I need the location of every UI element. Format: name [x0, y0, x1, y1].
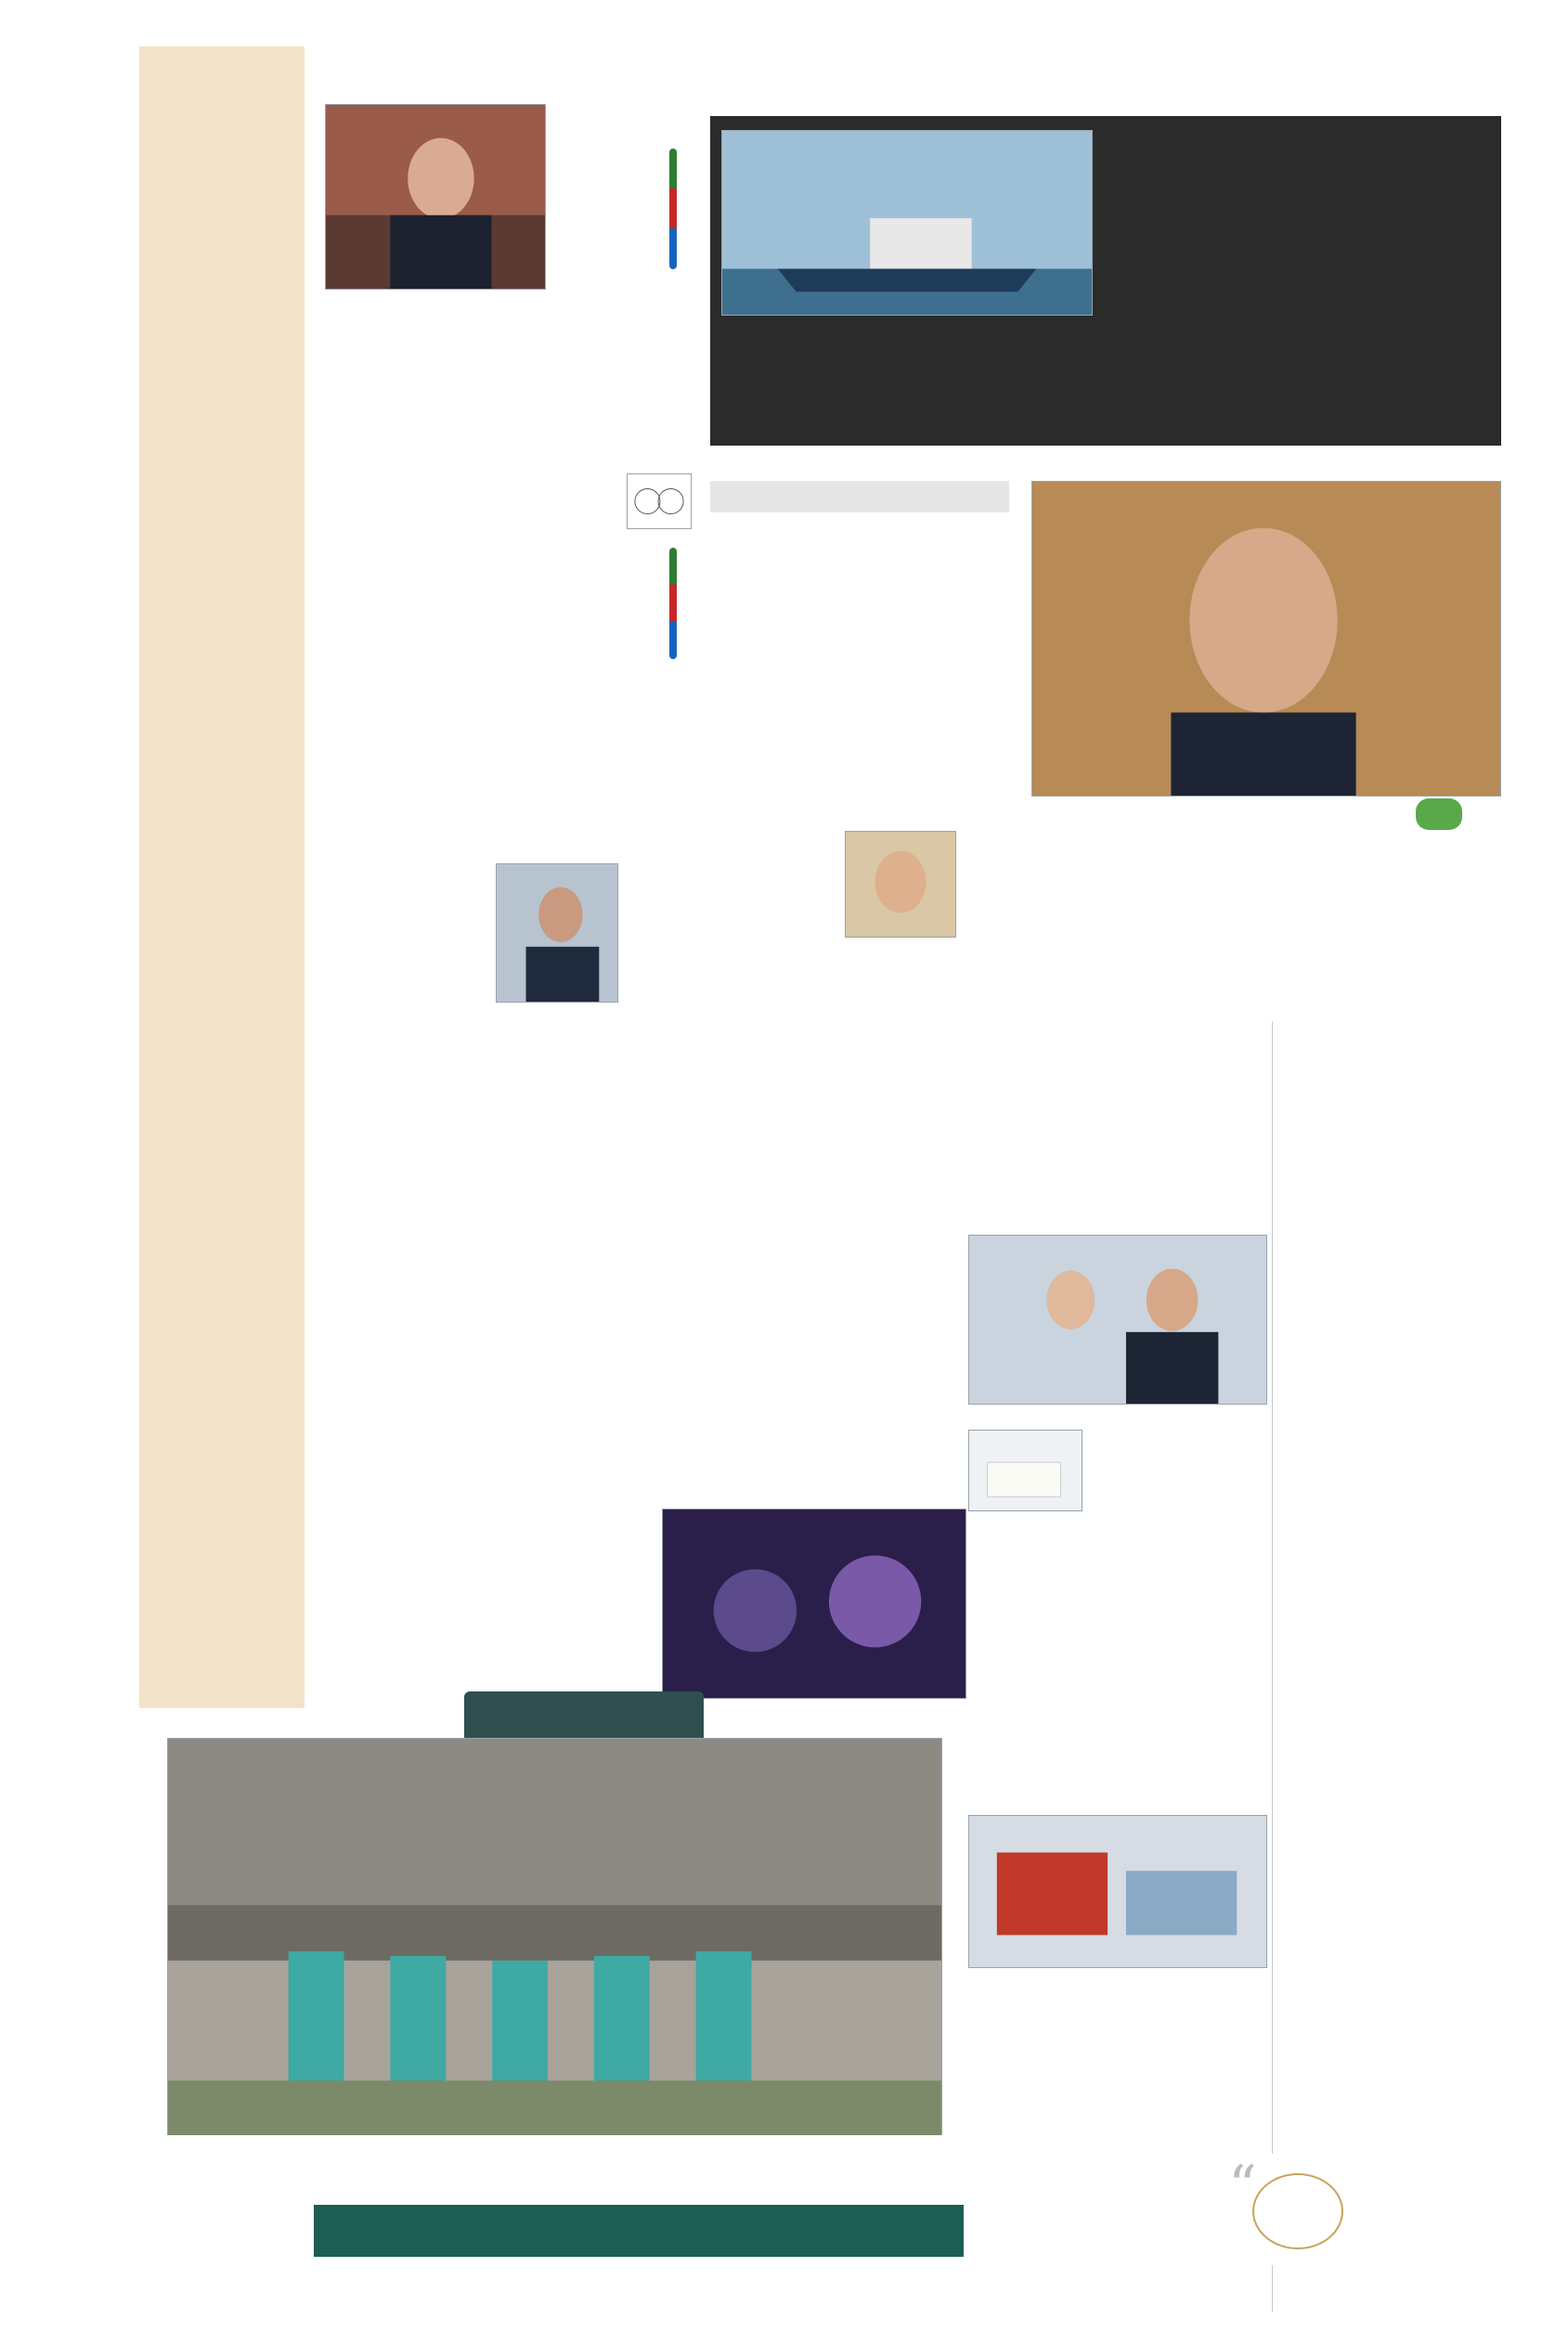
photo-of-day-tab — [464, 1691, 704, 1740]
col1-art3-body — [319, 1425, 618, 1694]
ship-photo — [721, 130, 1093, 316]
bike-stand-photo — [167, 1738, 942, 2137]
sidebar-s3-body — [1281, 1691, 1499, 1812]
col1-art2-body — [319, 947, 618, 1383]
cartoon-text — [1318, 840, 1471, 952]
georgiadis-photo — [1031, 481, 1501, 797]
top-story-body-left — [721, 351, 1093, 440]
sidebar-s4-body — [1281, 1855, 1499, 2024]
col3-art1-body — [956, 979, 1263, 1225]
credibility-body — [715, 520, 1021, 797]
midcol-art2-body — [653, 1300, 968, 1506]
faces-sketch — [627, 473, 692, 529]
top-story-body-right — [1105, 121, 1493, 441]
col3-art1-top-body — [970, 836, 1258, 938]
color-dots-1 — [669, 149, 677, 269]
orban-lepen-photo — [968, 1235, 1267, 1405]
small-talk-logo — [1224, 2154, 1363, 2265]
sidebar-s2-body — [1281, 1365, 1499, 1648]
photo-of-day-headline-bar — [314, 2205, 964, 2257]
photo-of-day-caption — [167, 2135, 942, 2198]
feta-photo — [968, 1430, 1082, 1511]
speech-bubble-icon — [1416, 798, 1462, 830]
left-banner — [139, 46, 305, 1708]
col1-art1-body — [319, 334, 618, 856]
credibility-title-box — [710, 481, 1009, 512]
midcol-art1-body — [653, 891, 968, 1267]
color-dots-2 — [669, 548, 677, 659]
masks-party-photo — [662, 1509, 966, 1699]
mitsotakis-photo — [325, 104, 546, 290]
expo-photo — [968, 1815, 1267, 1968]
sidebar-s1-body — [1281, 1058, 1499, 1323]
svg-text:“: “ — [1228, 2154, 1257, 2219]
col3-art3-body — [968, 1977, 1267, 2312]
sidebar-s5-body — [1397, 2066, 1499, 2307]
